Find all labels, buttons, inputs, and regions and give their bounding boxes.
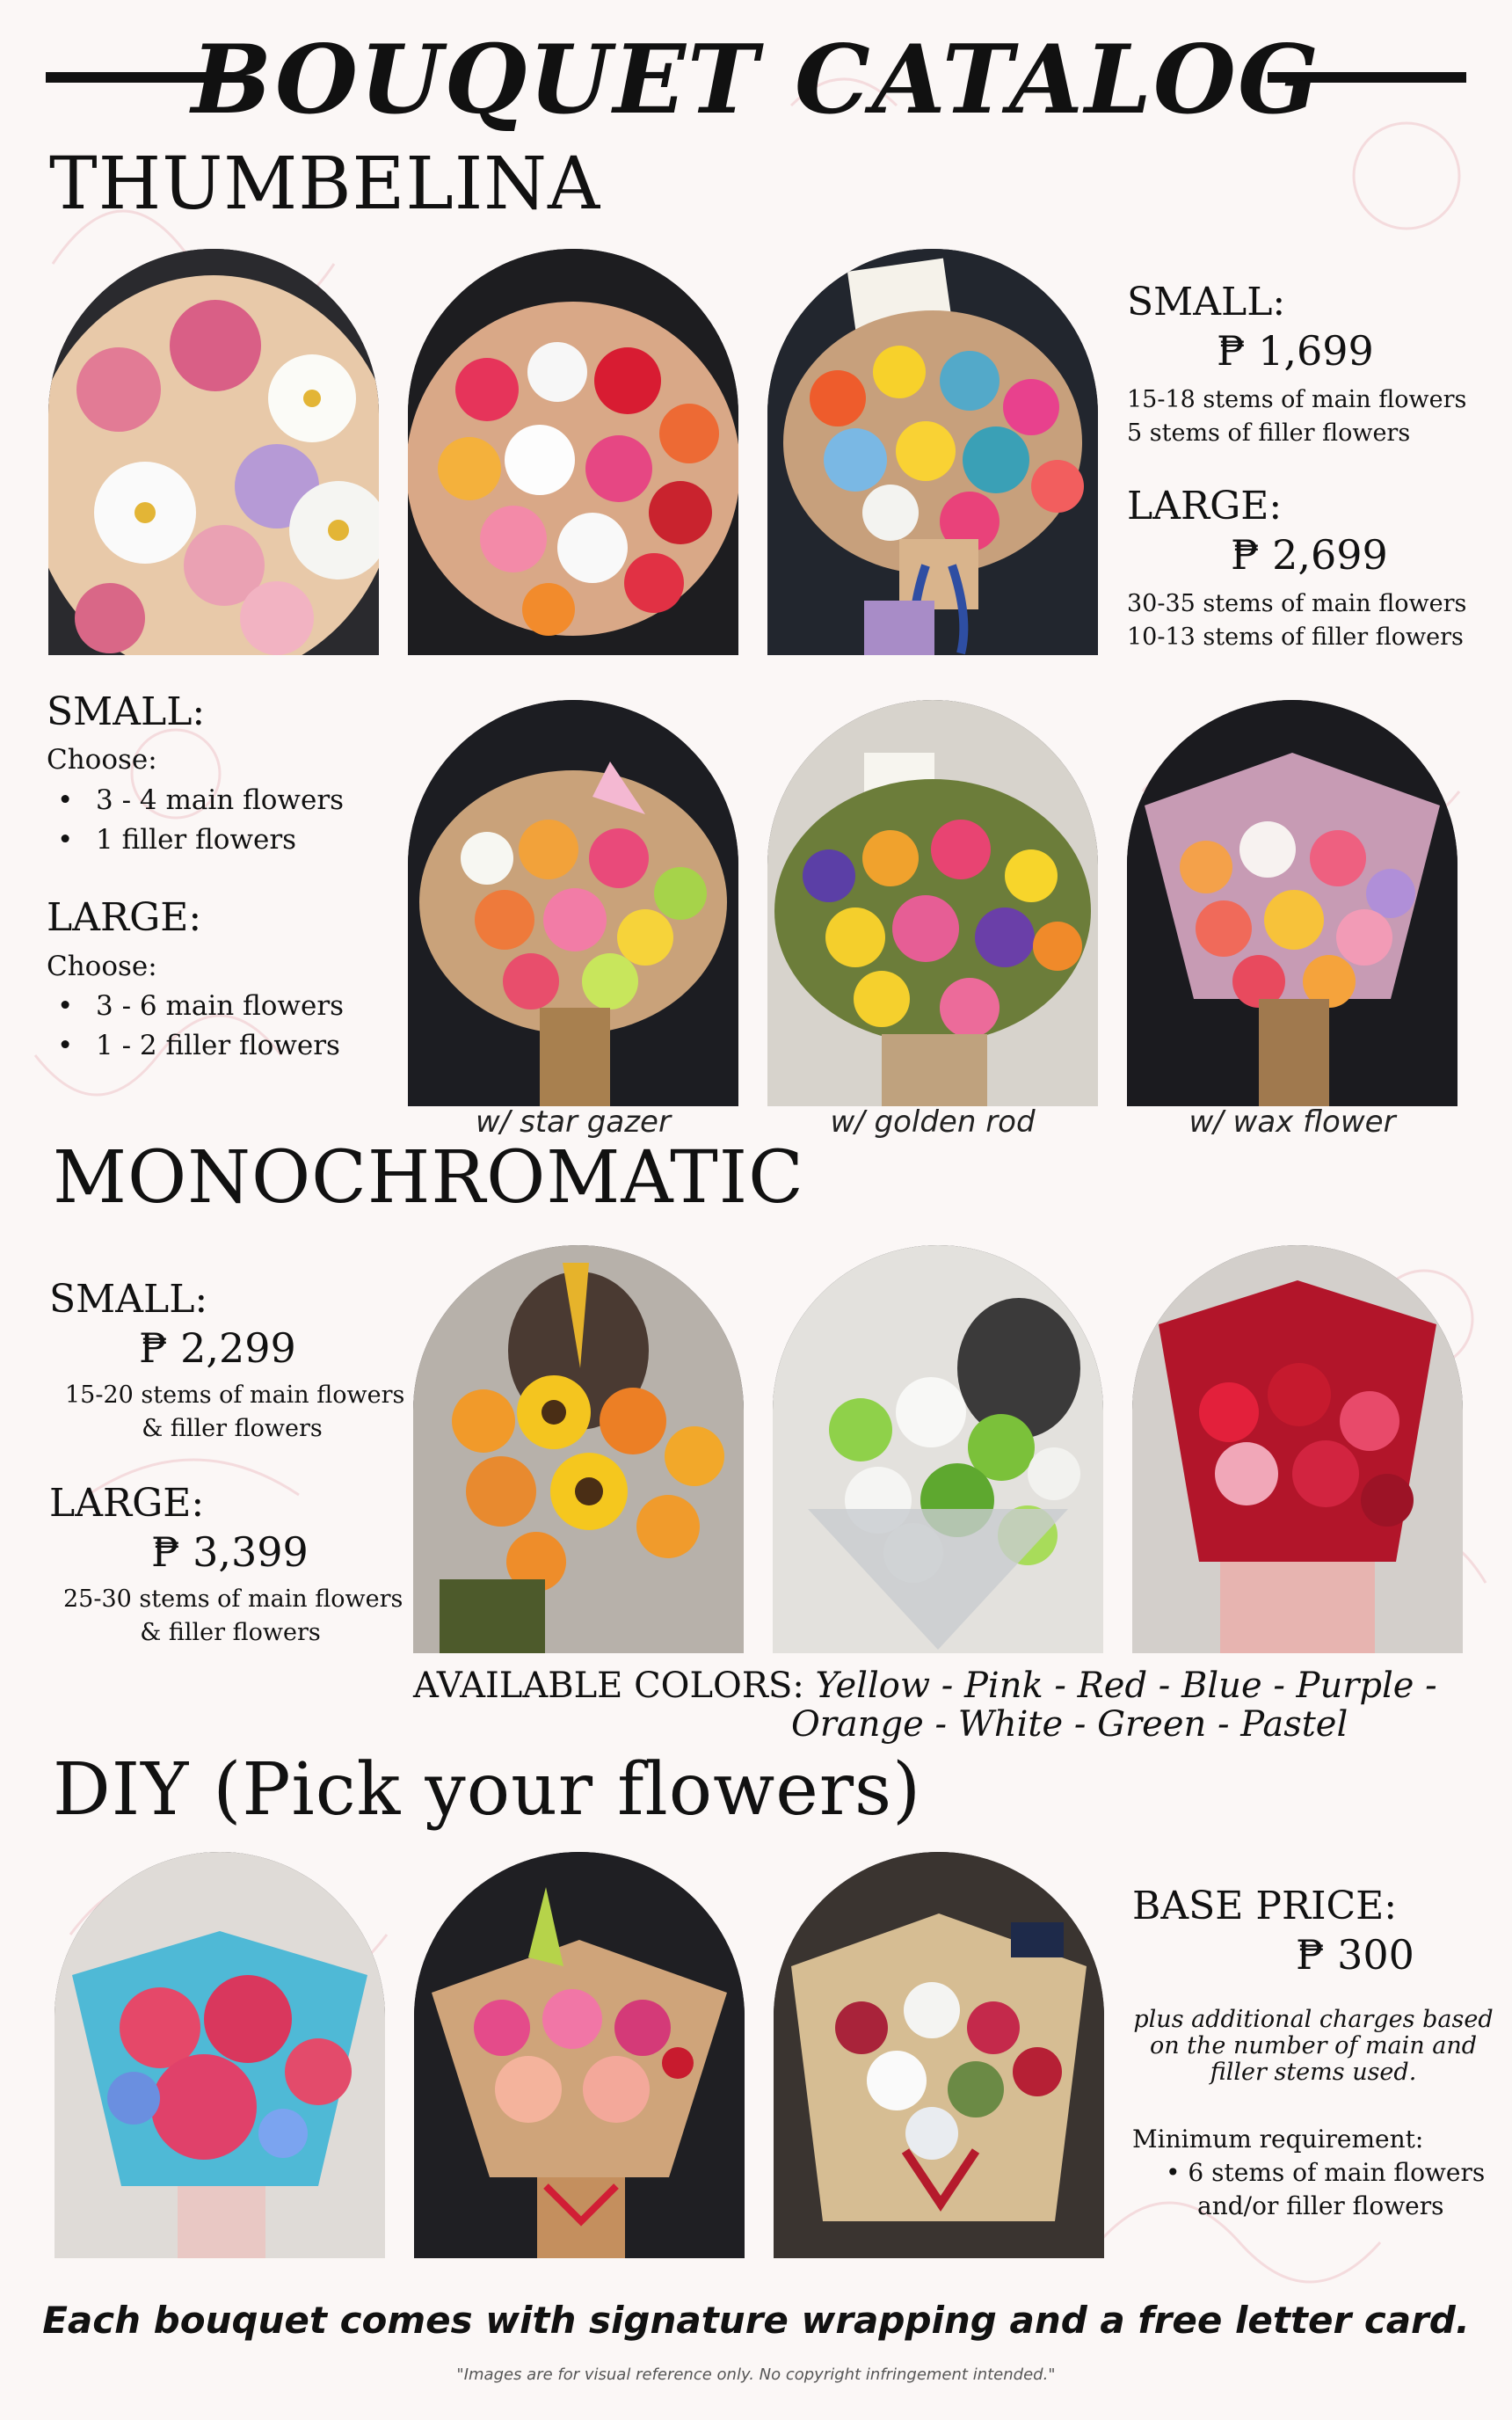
footer-wrapping-note: Each bouquet comes with signature wrapping and a free letter card.: [42, 2299, 1470, 2342]
monochromatic-title: MONOCHROMATIC: [53, 1136, 804, 1220]
diy-note-line: filler stems used.: [1210, 2059, 1417, 2086]
available-colors-list-1: Yellow - Pink - Red - Blue - Purple -: [815, 1666, 1437, 1706]
caption-star-gazer: w/ star gazer: [476, 1104, 671, 1140]
caption-golden-rod: w/ golden rod: [830, 1104, 1036, 1140]
diy-photo-1: [55, 1852, 385, 2258]
diy-additional-charges-note: [1129, 2007, 1498, 2086]
available-colors-label: AVAILABLE COLORS:: [413, 1666, 804, 1706]
footer-disclaimer: "Images are for visual reference only. No copyright infringement intended.": [456, 2365, 1056, 2384]
caption-wax-flower: w/ wax flower: [1189, 1104, 1396, 1140]
diy-base-label: BASE PRICE:: [1132, 1884, 1398, 1928]
thumbelina-wax-flower-photo: [1127, 700, 1457, 1106]
mono-large-label: LARGE:: [49, 1481, 205, 1526]
list-item: • 3 - 4 main flowers: [47, 781, 344, 820]
diy-min-line1: • 6 stems of main flowers: [1166, 2158, 1486, 2187]
mono-small-price: ₱ 2,299: [139, 1324, 296, 1372]
list-item: • 1 filler flowers: [47, 820, 344, 860]
mono-green-white-photo: [773, 1245, 1103, 1653]
mono-large-filler: & filler flowers: [140, 1619, 321, 1646]
mono-small-filler: & filler flowers: [142, 1415, 323, 1442]
thumbelina-large-price: ₱ 2,699: [1231, 531, 1388, 579]
list-item: • 3 - 6 main flowers: [47, 987, 344, 1026]
diy-photo-3: [774, 1852, 1104, 2258]
diy-min-line2: and/or filler flowers: [1197, 2191, 1444, 2220]
diy-min-label: Minimum requirement:: [1132, 2125, 1424, 2154]
diy-title: DIY (Pick your flowers): [53, 1748, 922, 1832]
choose-large-list: [47, 987, 344, 1066]
catalog-title: BOUQUET CATALOG: [191, 25, 1321, 135]
mono-large-main-stems: 25-30 stems of main flowers: [63, 1585, 403, 1613]
thumbelina-large-main-stems: 30-35 stems of main flowers: [1127, 590, 1467, 617]
choose-small-label: SMALL:: [47, 689, 206, 734]
choose-small-caption: Choose:: [47, 744, 157, 776]
choose-small-list: [47, 781, 344, 860]
thumbelina-golden-rod-photo: [767, 700, 1098, 1106]
thumbelina-photo-2: [408, 249, 738, 655]
choose-large-caption: Choose:: [47, 951, 157, 982]
mono-small-label: SMALL:: [49, 1277, 208, 1322]
thumbelina-title: THUMBELINA: [49, 142, 601, 226]
diy-note-line: on the number of main and: [1149, 2032, 1478, 2059]
thumbelina-star-gazer-photo: [408, 700, 738, 1106]
diy-base-price: ₱ 300: [1296, 1931, 1414, 1979]
available-colors-list-2: Orange - White - Green - Pastel: [791, 1704, 1348, 1745]
available-colors-line1: [413, 1666, 1437, 1706]
thumbelina-small-price: ₱ 1,699: [1217, 327, 1374, 375]
diy-photo-2: [414, 1852, 745, 2258]
mono-yellow-photo: [413, 1245, 744, 1653]
thumbelina-small-filler-stems: 5 stems of filler flowers: [1127, 419, 1411, 447]
thumbelina-large-label: LARGE:: [1127, 484, 1283, 528]
choose-large-label: LARGE:: [47, 895, 202, 940]
list-item: • 1 - 2 filler flowers: [47, 1026, 344, 1066]
thumbelina-photo-3: [767, 249, 1098, 655]
mono-large-price: ₱ 3,399: [151, 1528, 309, 1576]
mono-small-main-stems: 15-20 stems of main flowers: [65, 1381, 405, 1409]
available-colors-line2: [791, 1704, 1348, 1745]
thumbelina-photo-1: [48, 249, 379, 655]
thumbelina-small-main-stems: 15-18 stems of main flowers: [1127, 386, 1467, 413]
diy-note-line: plus additional charges based: [1133, 2006, 1494, 2033]
thumbelina-large-filler-stems: 10-13 stems of filler flowers: [1127, 623, 1464, 651]
thumbelina-small-label: SMALL:: [1127, 280, 1286, 324]
mono-red-photo: [1132, 1245, 1463, 1653]
